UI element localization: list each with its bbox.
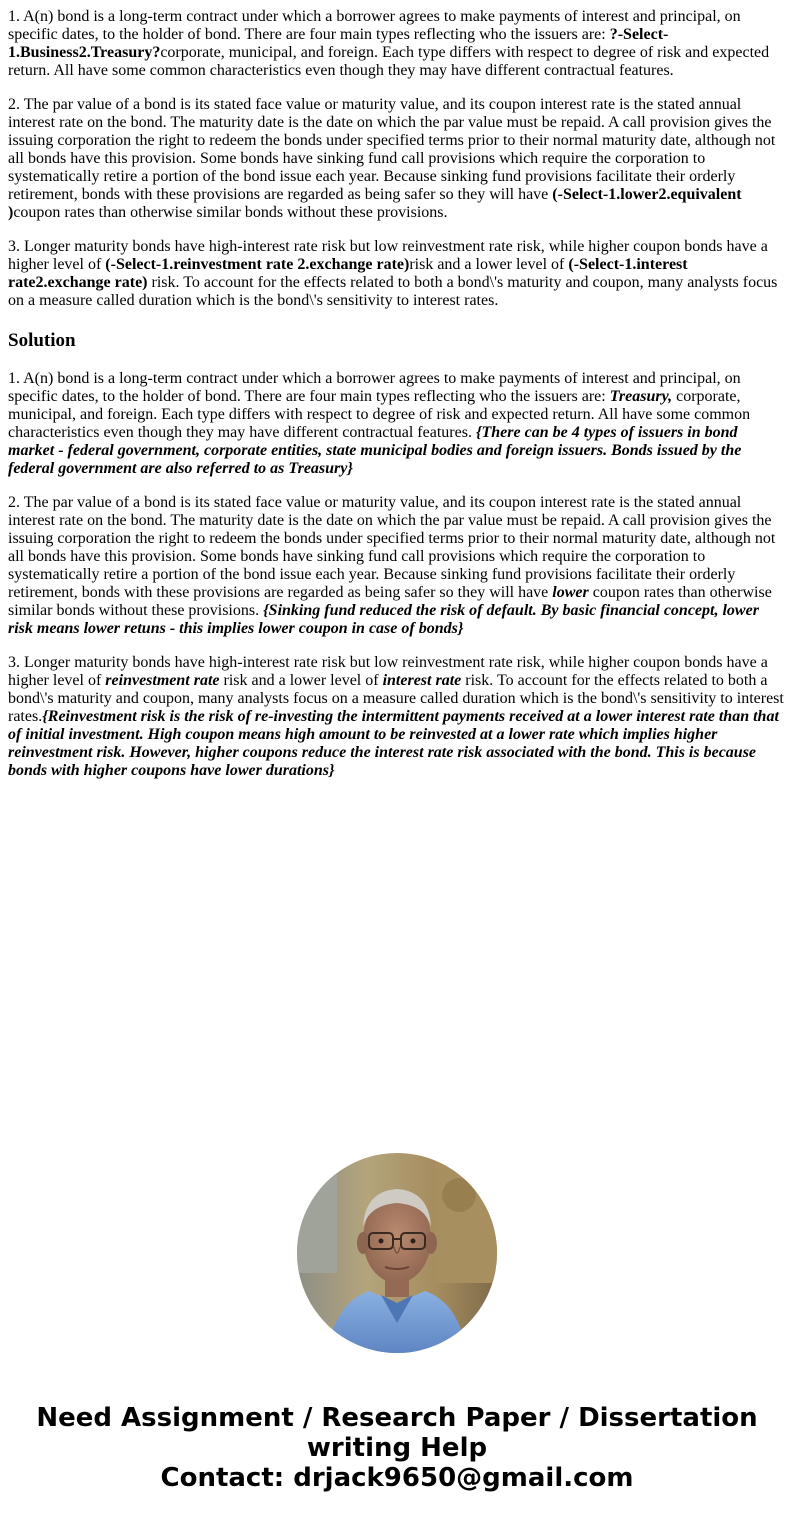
question-2-text-cont: coupon rates than otherwise similar bonds without these provisions. (13, 204, 448, 221)
question-2-text: 2. The par value of a bond is its stated face value or maturity value, and its coupon interest rate is the stated annual interest rate on the bond. The maturity date is the date on which the par value must be repaid. A call provision gives the issuing corporation the right to redeem the bonds under specified terms prior to their normal maturity date, although not all bonds have this provision. Some bonds have sinking fund call provisions which require the corporation to systematically retire a portion of the bond issue each year. Because sinking fund provisions facilitate their orderly retirement, bonds with these provisions are regarded as being safer so they will have (8, 96, 776, 203)
solution-3-answer-2: interest rate (382, 672, 462, 689)
solution-2-text: 2. The par value of a bond is its stated face value or maturity value, and its coupon interest rate is the stated annual interest rate on the bond. The maturity date is the date on which the par value must be repaid. A call provision gives the issuing corporation the right to redeem the bonds under specified terms prior to their normal maturity date, although not all bonds have this provision. Some bonds have sinking fund call provisions which require the corporation to systematically retire a portion of the bond issue each year. Because sinking fund provisions facilitate their orderly retirement, bonds with these provisions are regarded as being safer so they will have (8, 494, 776, 601)
solution-1-note: {There can be 4 types of issuers in bond market - federal government, corporate entities, state municipal bodies and foreign issuers. Bonds issued by the federal government are also referred to as Treasury} (8, 424, 742, 477)
question-3-select-1[interactable]: (-Select-1.reinvestment rate 2.exchange rate) (105, 256, 410, 273)
question-3-text-end: risk. To account for the effects related to both a bond\'s maturity and coupon, many analysts focus on a measure called duration which is the bond\'s sensitivity to interest rates. (8, 274, 778, 309)
solution-3-text: 3. Longer maturity bonds have high-interest rate risk but low reinvestment rate risk, while higher coupon bonds have a higher level of (8, 654, 768, 689)
solution-paragraph-3 (8, 654, 786, 780)
question-1-text: 1. A(n) bond is a long-term contract under which a borrower agrees to make payments of interest and principal, on specific dates, to the holder of bond. There are four main types reflecting who the issuers are: (8, 8, 741, 43)
solution-3-note: {Reinvestment risk is the risk of re-investing the intermittent payments received at a lower interest rate than that of initial investment. High coupon means high amount to be reinvested at a lower rate which implies higher reinvestment risk. However, higher coupons reduce the interest rate risk associated with the bond. This is because bonds with higher coupons have lower durations} (8, 708, 779, 779)
solution-1-answer: Treasury, (609, 388, 673, 405)
solution-heading: Solution (8, 330, 76, 351)
question-3-text-mid: risk and a lower level of (409, 256, 569, 273)
solution-1-text: 1. A(n) bond is a long-term contract under which a borrower agrees to make payments of interest and principal, on specific dates, to the holder of bond. There are four main types reflecting who the issuers are: (8, 370, 741, 405)
solution-paragraph-1 (8, 370, 786, 478)
solution-paragraph-2 (8, 494, 786, 638)
promo-banner (0, 1403, 794, 1493)
solution-2-text-cont: coupon rates than otherwise similar bonds without these provisions. (8, 584, 772, 619)
question-1-select[interactable]: ?-Select-1.Business2.Treasury? (8, 26, 669, 61)
solution-1-text-cont: corporate, municipal, and foreign. Each type differs with respect to degree of risk and expected return. All have some common characteristics even though they may have different contractual features. (8, 388, 751, 441)
solution-3-answer-1: reinvestment rate (105, 672, 220, 689)
question-paragraph-1 (8, 8, 786, 80)
question-paragraph-3 (8, 238, 786, 310)
promo-line-2: writing Help (306, 1433, 488, 1463)
solution-2-note: {Sinking fund reduced the risk of default. By basic financial concept, lower risk means lower retuns - this implies lower coupon in case of bonds} (8, 602, 759, 637)
document-body (8, 8, 786, 796)
question-2-select[interactable]: (-Select-1.lower2.equivalent ) (8, 186, 742, 221)
avatar-portrait-image (297, 1153, 497, 1353)
promo-line-1: Need Assignment / Research Paper / Dissertation (36, 1403, 758, 1433)
question-3-text: 3. Longer maturity bonds have high-interest rate risk but low reinvestment rate risk, while higher coupon bonds have a higher level of (8, 238, 768, 273)
question-3-select-2[interactable]: (-Select-1.interest rate2.exchange rate) (8, 256, 688, 291)
question-1-text-cont: corporate, municipal, and foreign. Each type differs with respect to degree of risk and expected return. All have some common characteristics even though they may have different contractual features. (8, 44, 770, 79)
solution-3-text-end: risk. To account for the effects related to both a bond\'s maturity and coupon, many analysts focus on a measure called duration which is the bond\'s sensitivity to interest rates. (8, 672, 784, 725)
solution-2-answer: lower (552, 584, 589, 601)
question-paragraph-2 (8, 96, 786, 222)
solution-3-text-mid: risk and a lower level of (219, 672, 383, 689)
promo-contact[interactable]: Contact: drjack9650@gmail.com (160, 1463, 634, 1493)
author-avatar (297, 1153, 497, 1353)
